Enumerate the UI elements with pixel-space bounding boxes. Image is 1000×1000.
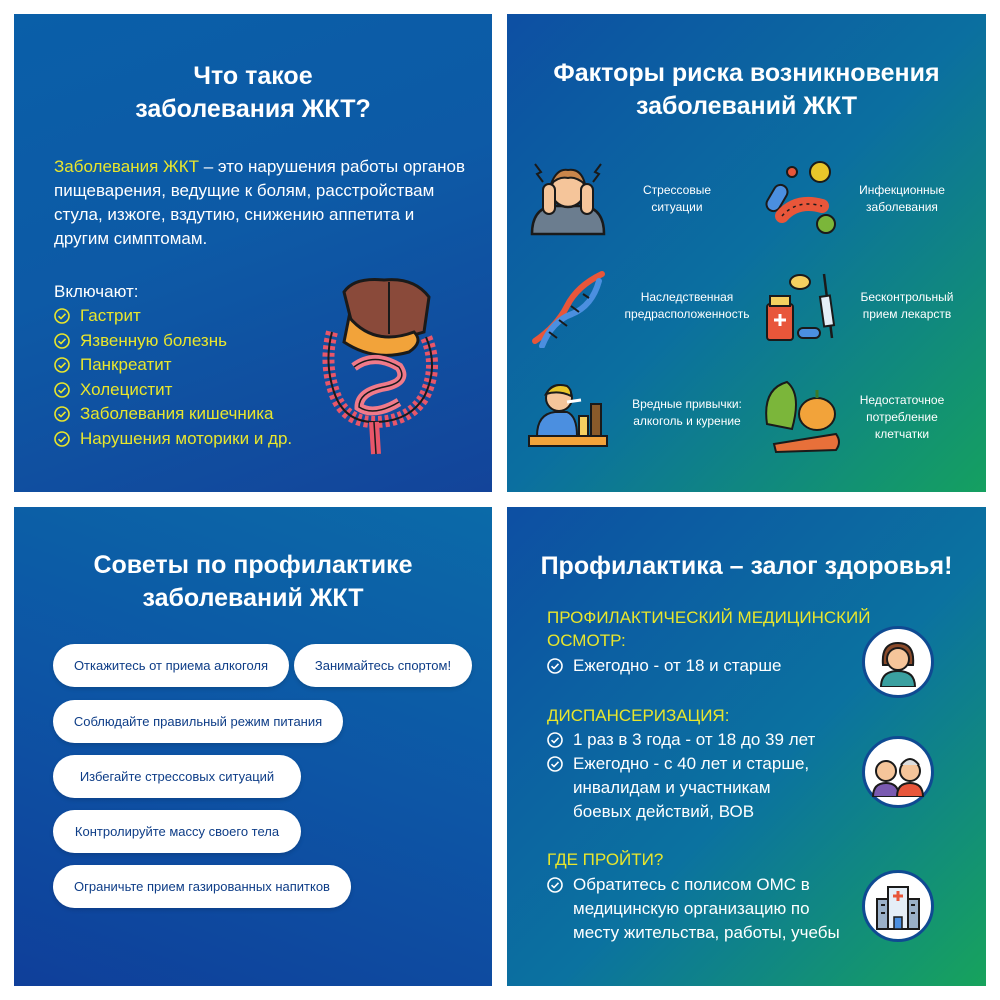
list-item: Гастрит [54,304,292,329]
check-circle-icon [54,382,70,398]
check-circle-icon [547,756,563,772]
disease-list [54,304,292,451]
hospital-icon [862,870,934,942]
panel-what-is-gi-disease [14,14,492,492]
risk-factor-label: Наследственная предрасположенность [624,290,750,321]
tip-pill: Откажитесь от приема алкоголя [53,644,289,687]
risk-factor-label: Стрессовые ситуации [643,183,711,214]
section-heading: ДИСПАНСЕРИЗАЦИЯ: [547,706,730,725]
list-item: Нарушения моторики и др. [54,427,292,452]
list-item: Ежегодно - от 18 и старше [547,654,781,678]
tip-pill: Занимайтесь спортом! [294,644,472,687]
risk-factor-label: Недостаточное потребление клетчатки [859,393,945,441]
check-circle-icon [54,308,70,324]
stressed-person-icon [527,154,609,236]
list-item: Обратитесь с полисом ОМС в медицинскую организацию по месту жительства, работы, учебы [547,873,847,945]
list-item: Панкреатит [54,353,292,378]
list-item: Язвенную болезнь [54,329,292,354]
tip-pill: Ограничьте прием газированных напитков [53,865,351,908]
risk-factor-label: Инфекционные заболевания [859,183,945,214]
check-circle-icon [547,877,563,893]
medicine-icon [762,266,844,348]
intro-text: – это нарушения работы органов пищеварения, ведущие к болям, расстройствам стула, изжоге, вздутию, снижению аппетита и другим симптомам. [54,157,466,248]
tip-pill: Избегайте стрессовых ситуаций [53,755,301,798]
section-heading: ГДЕ ПРОЙТИ? [547,850,664,869]
check-circle-icon [547,732,563,748]
intro-highlight: Заболевания ЖКТ [54,157,200,176]
section-heading: ПРОФИЛАКТИЧЕСКИЙ МЕДИЦИНСКИЙ ОСМОТР: [547,608,871,650]
tip-pill: Контролируйте массу своего тела [53,810,301,853]
check-circle-icon [54,431,70,447]
vegetables-icon [762,374,844,456]
risk-factor-label: Бесконтрольный прием лекарств [860,290,954,321]
tip-pill: Соблюдайте правильный режим питания [53,700,343,743]
check-circle-icon [54,357,70,373]
list-item: Холецистит [54,378,292,403]
list-item: 1 раз в 3 года - от 18 до 39 лет [547,728,815,752]
digestive-system-icon [314,272,444,462]
panel-risk-factors [507,14,986,492]
includes-label: Включают: [54,282,139,301]
elderly-couple-icon [862,736,934,808]
panel3-title: Советы по профилактике заболеваний ЖКТ [93,551,413,612]
panel-prevention-tips [14,507,492,986]
list-item: Ежегодно - с 40 лет и старше, инвалидам и участникам боевых действий, ВОВ [547,752,817,824]
panel1-intro [54,155,474,251]
risk-factor-label: Вредные привычки: алкоголь и курение [632,397,742,428]
drinking-smoking-person-icon [527,374,609,456]
dna-icon [527,266,609,348]
panel-prevention-health [507,507,986,986]
woman-avatar-icon [862,626,934,698]
panel2-title: Факторы риска возникновения заболеваний ЖКТ [553,59,940,120]
check-circle-icon [54,333,70,349]
bacteria-icon [762,154,844,236]
check-circle-icon [547,658,563,674]
panel1-title: Что такое заболевания ЖКТ? [135,62,371,123]
check-circle-icon [54,406,70,422]
list-item: Заболевания кишечника [54,402,292,427]
panel4-title: Профилактика – залог здоровья! [540,552,953,580]
